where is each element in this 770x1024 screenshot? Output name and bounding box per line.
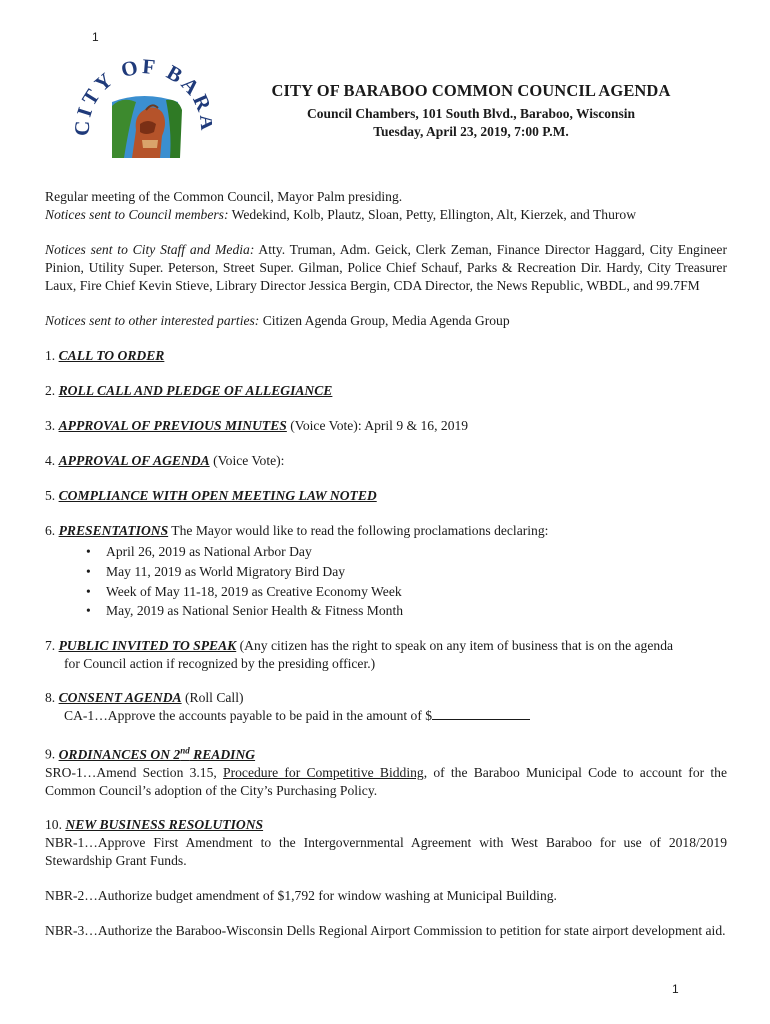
agenda-item-3	[45, 417, 727, 435]
resolution-nbr2: NBR-2…Authorize budget amendment of $1,792 for window washing at Municipal Building.	[45, 887, 557, 903]
bullet-icon: •	[86, 563, 91, 579]
agenda-header	[236, 81, 706, 141]
agenda-item-2	[45, 382, 727, 400]
item-number: 6.	[45, 523, 59, 538]
item-detail: The Mayor would like to read the following proclamations declaring:	[168, 523, 549, 538]
council-notice-label: Notices sent to Council members:	[45, 207, 229, 222]
item-title: NEW BUSINESS RESOLUTIONS	[65, 816, 264, 832]
agenda-item-10	[45, 816, 727, 940]
agenda-item-7	[45, 637, 727, 673]
item-number: 5.	[45, 488, 59, 503]
item-detail: (Any citizen has the right to speak on any item of business that is on the agenda	[236, 638, 674, 654]
consent-item-ca1	[45, 707, 727, 725]
agenda-body	[45, 188, 727, 940]
item-detail: (Voice Vote): April 9 & 16, 2019	[286, 418, 469, 433]
procedure-link: Procedure for Competitive Bidding	[223, 764, 424, 780]
item-title: APPROVAL OF AGENDA	[58, 453, 210, 468]
other-notice	[45, 312, 727, 330]
proclamation-text: April 26, 2019 as National Arbor Day	[106, 544, 312, 559]
item-detail: (Voice Vote):	[209, 453, 285, 468]
meeting-description: Regular meeting of the Common Council, Mayor Palm presiding.	[45, 189, 403, 204]
staff-notice-label: Notices sent to City Staff and Media:	[45, 242, 255, 257]
item-number: 9.	[45, 746, 59, 762]
agenda-item-1	[45, 347, 727, 365]
ordinance-sro1: SRO-1…Amend Section 3.15, Procedure for Competitive Bidding, of the Baraboo Municipal Code to account for the Common Council’s adoption of the City’s Purchasing Policy.	[45, 764, 727, 798]
item-number: 3.	[45, 418, 59, 433]
resolution-nbr3: NBR-3…Authorize the Baraboo-Wisconsin Dells Regional Airport Commission to petition for state airport development aid.	[45, 922, 726, 938]
resolution-nbr1: NBR-1…Approve First Amendment to the Intergovernmental Agreement with West Baraboo for use of 2018/2019 Stewardship Grant Funds.	[45, 834, 727, 868]
agenda-title: CITY OF BARABOO COMMON COUNCIL AGENDA	[271, 81, 671, 100]
proclamation-text: May 11, 2019 as World Migratory Bird Day	[106, 563, 346, 579]
bottom-page-number: 1	[672, 982, 679, 996]
agenda-item-6	[45, 522, 727, 621]
item-title: COMPLIANCE WITH OPEN MEETING LAW NOTED	[58, 488, 377, 503]
top-page-number: 1	[92, 30, 99, 44]
meeting-location: Council Chambers, 101 South Blvd., Baraboo, Wisconsin	[306, 106, 636, 121]
item-number: 1.	[45, 348, 59, 363]
list-item	[45, 562, 727, 582]
proclamation-text: Week of May 11-18, 2019 as Creative Economy Week	[106, 583, 402, 599]
item-title: PUBLIC INVITED TO SPEAK	[58, 638, 237, 654]
consent-item-text: CA-1…Approve the accounts payable to be paid in the amount of $	[64, 708, 433, 724]
list-item	[45, 601, 727, 621]
item-title: APPROVAL OF PREVIOUS MINUTES	[58, 418, 287, 433]
staff-list: Atty. Truman, Adm. Geick, Clerk Zeman, Finance Director Haggard, City Engineer Pinion, Utility Super. Peterson, Street Super. Gilman, Police Chief Schauf, Parks & Recreation Dir. Hardy, City Treasurer Laux, Fire Chief Kevin Stieve, Library Director Jessica Bergin, CDA Director, the News Republic, WBDL, and 99.7FM	[45, 242, 727, 293]
item-title: CALL TO ORDER	[58, 348, 165, 363]
bullet-icon: •	[86, 603, 91, 619]
item-number: 2.	[45, 383, 59, 398]
proclamation-text: May, 2019 as National Senior Health & Fitness Month	[106, 603, 404, 619]
amount-blank	[432, 707, 530, 720]
agenda-item-5	[45, 487, 727, 505]
proclamation-list	[45, 542, 727, 621]
item-number: 4.	[45, 453, 59, 468]
meeting-datetime: Tuesday, April 23, 2019, 7:00 P.M.	[373, 124, 569, 139]
item-title: CONSENT AGENDA	[58, 690, 182, 706]
city-seal-logo	[74, 40, 212, 164]
svg-text:CITY OF BARABOO: ITY OF BA	[74, 54, 207, 120]
item-title: ROLL CALL AND PLEDGE OF ALLEGIANCE	[58, 383, 333, 398]
staff-notice	[45, 241, 727, 295]
item-number: 8.	[45, 690, 59, 706]
agenda-item-9	[45, 741, 727, 800]
council-members: Wedekind, Kolb, Plautz, Sloan, Petty, Ellington, Alt, Kierzek, and Thurow	[228, 207, 637, 222]
other-parties: Citizen Agenda Group, Media Agenda Group	[259, 313, 510, 328]
item-detail: (Roll Call)	[181, 690, 244, 706]
council-notice	[45, 206, 727, 224]
bullet-icon: •	[86, 544, 91, 559]
list-item	[45, 542, 727, 562]
agenda-item-4	[45, 452, 727, 470]
agenda-item-8	[45, 689, 727, 725]
bullet-icon: •	[86, 583, 91, 599]
item-title: PRESENTATIONS	[58, 523, 169, 538]
other-notice-label: Notices sent to other interested parties:	[45, 313, 260, 328]
item-number: 7.	[45, 638, 59, 654]
item-detail-continued: for Council action if recognized by the presiding officer.)	[64, 656, 376, 672]
item-number: 10.	[45, 816, 66, 832]
list-item	[45, 582, 727, 602]
item-title: ORDINANCES ON 2nd READING	[58, 745, 256, 762]
